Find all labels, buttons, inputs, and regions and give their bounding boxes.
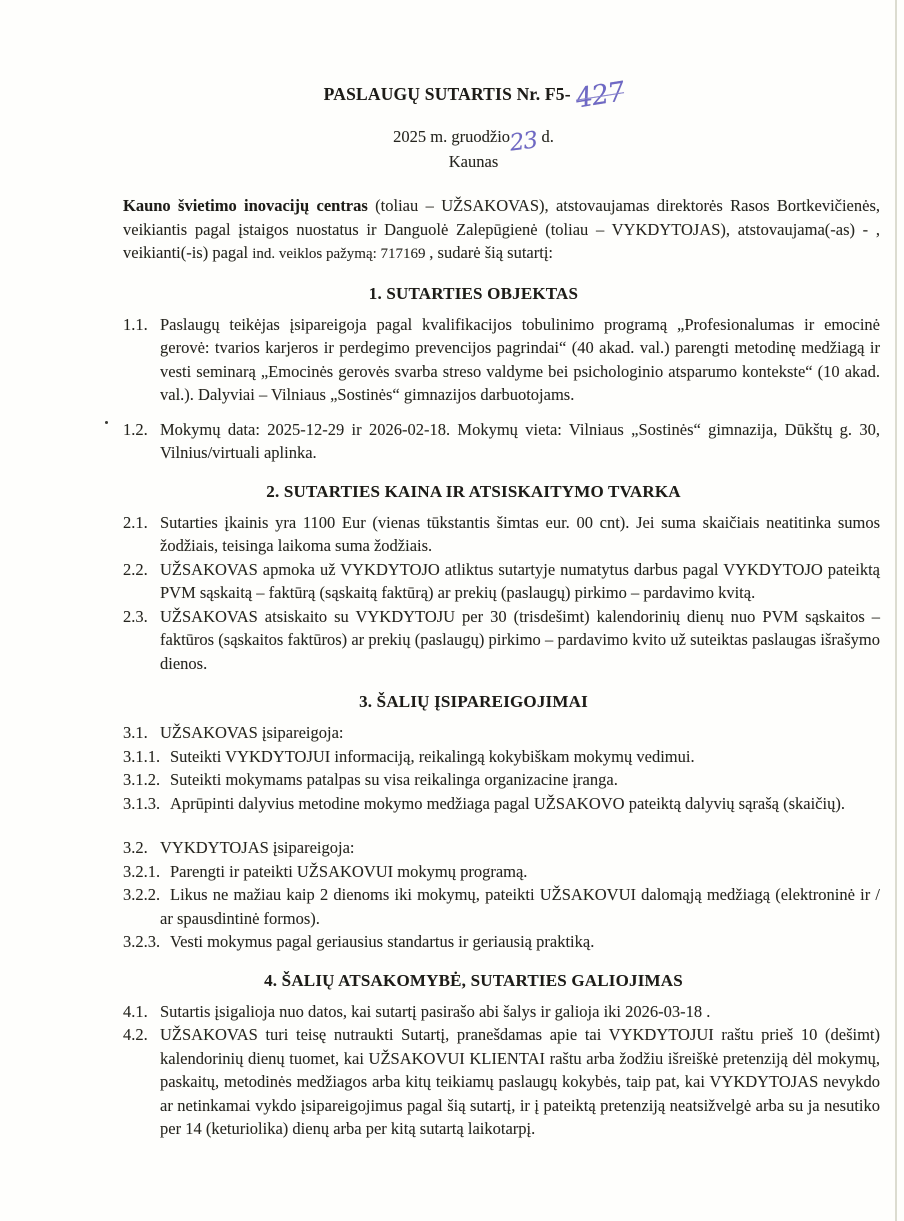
city: Kaunas — [448, 152, 499, 171]
item-text: Likus ne mažiau kaip 2 dienoms iki mokymų, pateikti UŽSAKOVUI dalomąją medžiagą (elektroninė ir / ar spausdintinė formos). — [160, 885, 880, 928]
scan-edge-line — [895, 0, 897, 1221]
contract-item-2-3 — [123, 605, 880, 676]
contract-item-3-1 — [123, 721, 880, 745]
contract-item-3-1-2 — [123, 768, 880, 792]
item-text: Suteikti VYKDYTOJUI informaciją, reikalingą kokybiškam mokymų vedimui. — [170, 746, 695, 766]
document-title: PASLAUGŲ SUTARTIS Nr. F5- — [323, 84, 571, 104]
item-number: 4.2. — [123, 1025, 148, 1044]
section-heading-3: 3. ŠALIŲ ĮSIPAREIGOJIMAI — [359, 692, 588, 711]
item-number: 3.1.3. — [123, 793, 161, 813]
contract-item-2-2 — [123, 558, 880, 605]
item-text: UŽSAKOVAS apmoka už VYKDYTOJO atliktus sutartyje numatytus darbus pagal VYKDYTOJO pateiktą PVM sąskaitą – faktūrą (sąskaitą faktūrą) ar prekių (paslaugų) pirkimo – pardavimo kvitą. — [160, 559, 880, 602]
contract-item-4-1 — [123, 1000, 880, 1024]
handwritten-contract-number: 427 — [573, 76, 627, 115]
stray-ink-mark — [105, 421, 108, 424]
item-number: 1.2. — [123, 419, 148, 439]
contract-item-4-2 — [123, 1023, 880, 1141]
intro-text-a: (toliau – UŽSAKOVAS), atstovaujamas direktorės Rasos Bortkevičienės, veikiantis pagal įstaigos nuostatus ir Danguolė Zalepūgienė (toliau – VYKDYTOJAS), atstovaujama(-as) - , veikianti(-is) pagal — [123, 196, 880, 262]
item-number: 3.2. — [123, 838, 148, 857]
item-text: Vesti mokymus pagal geriausius standartus ir geriausią praktiką. — [170, 932, 595, 951]
item-number: 3.1. — [123, 723, 148, 742]
contract-item-2-1 — [123, 511, 880, 558]
section-heading-4: 4. ŠALIŲ ATSAKOMYBĖ, SUTARTIES GALIOJIMAS — [264, 970, 683, 990]
item-text: Aprūpinti dalyvius metodine mokymo medžiaga pagal UŽSAKOVO pateiktą dalyvių sąrašą (skaičių). — [170, 793, 845, 813]
contract-item-3-1-3 — [123, 792, 880, 816]
item-text: UŽSAKOVAS įsipareigoja: — [160, 723, 344, 742]
item-text: UŽSAKOVAS atsiskaito su VYKDYTOJU per 30 (trisdešimt) kalendorinių dienų nuo PVM sąskaitos – faktūros (sąskaitos faktūros) ar prekių (paslaugų) pirkimo – pardavimo kvito už suteiktas paslaugas išrašymo dienos. — [160, 606, 880, 673]
section-heading-2: 2. SUTARTIES KAINA IR ATSISKAITYMO TVARKA — [266, 481, 681, 501]
intro-paragraph — [123, 194, 880, 267]
section-heading-1: 1. SUTARTIES OBJEKTAS — [368, 283, 579, 303]
item-number: 3.1.2. — [123, 770, 161, 789]
intro-party-bold: Kauno švietimo inovacijų centras — [123, 196, 368, 215]
date-prefix: 2025 m. gruodžio — [393, 127, 511, 146]
intro-text-insert: ind. veiklos pažymą: 717169 — [252, 246, 430, 262]
contract-item-1-2 — [123, 418, 880, 465]
item-number: 3.2.2. — [123, 885, 161, 904]
item-text: Sutartis įsigalioja nuo datos, kai sutartį pasirašo abi šalys ir galioja iki 2026-03-18 . — [160, 1001, 711, 1021]
contract-item-3-2-1 — [123, 860, 880, 884]
date-line — [95, 124, 852, 157]
contract-item-3-2-3 — [123, 930, 880, 954]
item-number: 3.2.1. — [123, 861, 161, 881]
handwritten-day: 23 — [508, 127, 539, 157]
item-text: VYKDYTOJAS įsipareigoja: — [160, 838, 355, 857]
item-number: 3.1.1. — [123, 746, 161, 766]
item-text: Sutarties įkainis yra 1100 Eur (vienas tūkstantis šimtas eur. 00 cnt). Jei suma skaičiais neatitinka sumos žodžiais, teisinga laikoma suma žodžiais. — [160, 512, 880, 555]
item-number: 2.2. — [123, 559, 148, 579]
document-title-line — [95, 76, 852, 115]
contract-item-1-1 — [123, 313, 880, 407]
item-number: 3.2.3. — [123, 932, 161, 951]
contract-item-3-1-1 — [123, 745, 880, 769]
contract-item-3-2-2 — [123, 883, 880, 930]
contract-item-3-2 — [123, 836, 880, 860]
date-suffix: d. — [541, 127, 554, 146]
item-text: Mokymų data: 2025-12-29 ir 2026-02-18. Mokymų vieta: Vilniaus „Sostinės“ gimnazija, Dūkštų g. 30, Vilnius/virtuali aplinka. — [160, 419, 880, 462]
item-text: Suteikti mokymams patalpas su visa reikalinga organizacine įranga. — [170, 770, 618, 789]
item-number: 1.1. — [123, 314, 148, 334]
item-text: Parengti ir pateikti UŽSAKOVUI mokymų programą. — [170, 861, 528, 881]
item-text: Paslaugų teikėjas įsipareigoja pagal kvalifikacijos tobulinimo programą „Profesionalumas ir emocinė gerovė: tvarios karjeros ir perdegimo prevencijos pagrindai“ (40 akad. val.) parengti metodinę medžiagą ir vesti seminarą „Emocinės gerovės svarba streso valdyme bei psichologinio atsparumo kontekste“ (10 akad. val.). Dalyviai – Vilniaus „Sostinės“ gimnazijos darbuotojams. — [160, 314, 880, 404]
intro-text-b: , sudarė šią sutartį: — [429, 243, 553, 262]
item-text: UŽSAKOVAS turi teisę nutraukti Sutartį, pranešdamas apie tai VYKDYTOJUI raštu prieš 10 (dešimt) kalendorinių dienų tuomet, kai UŽSAKOVUI KLIENTAI raštu arba žodžiu išreiškė pretenziją dėl mokymų, paskaitų, metodinės medžiagos arba kitų teikiamų paslaugų kokybės, taip pat, kai VYKDYTOJAS nevykdo ar netinkamai vykdo įsipareigojimus pagal šią sutartį, ir į pateiktą pretenziją neatsižvelgė arba su ja nesutiko per 14 (keturiolika) dienų arba per kitą sutartą laikotarpį. — [160, 1025, 880, 1138]
item-number: 2.1. — [123, 512, 148, 532]
item-number: 2.3. — [123, 606, 148, 626]
item-number: 4.1. — [123, 1001, 148, 1021]
